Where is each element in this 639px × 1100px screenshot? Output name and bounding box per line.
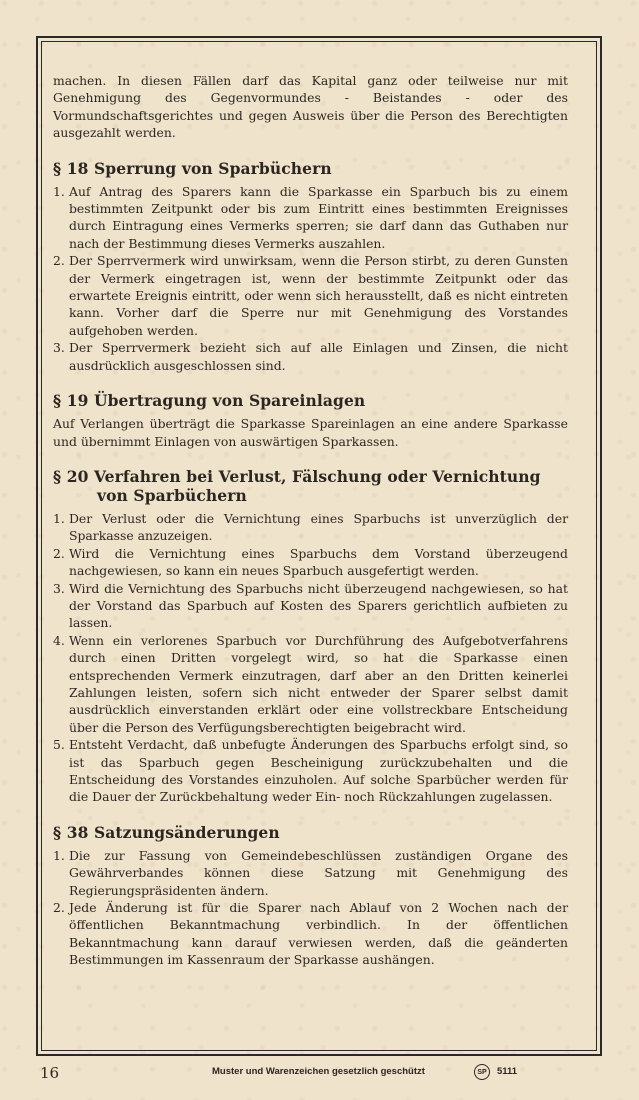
section-38-list <box>53 847 568 969</box>
item-number: 1. <box>53 183 65 199</box>
item-number: 2. <box>53 545 65 561</box>
section-20-title-line2: von Sparbüchern <box>97 485 247 505</box>
intro-paragraph: machen. In diesen Fällen darf das Kapital ganz oder teilweise nur mit Genehmigung des Gegenvormundes - Beistandes - oder des Vormundschaftsgerichtes und gegen Ausweis über die Person des Berechtigten ausgezahlt werden. <box>53 73 568 141</box>
item-text: Der Sperrvermerk wird unwirksam, wenn die Person stirbt, zu deren Gunsten der Vermerk eingetragen ist, wenn der bestimmte Zeitpunkt oder das erwartete Ereignis eintritt, oder wenn sich herausstellt, daß es nicht eintreten kann. Vorher darf die Sperre nur mit Genehmigung des Vorstandes aufgehoben werden. <box>69 253 568 338</box>
section-18 <box>53 159 568 374</box>
list-item <box>53 183 568 253</box>
section-20 <box>53 467 568 806</box>
list-item <box>53 252 568 339</box>
section-38-title: § 38 Satzungsänderungen <box>53 822 280 842</box>
list-item <box>53 510 568 545</box>
section-38 <box>53 823 568 969</box>
section-19-title: § 19 Übertragung von Spareinlagen <box>53 391 366 411</box>
item-text: Der Verlust oder die Vernichtung eines Sparbuchs ist unverzüglich der Sparkasse anzuzeigen. <box>69 510 568 544</box>
section-20-title <box>53 467 568 505</box>
page-footer <box>0 1063 639 1087</box>
section-19-paragraph: Auf Verlangen überträgt die Sparkasse Spareinlagen an eine andere Sparkasse und übernimmt Einlagen von auswärtigen Sparkassen. <box>53 416 568 449</box>
item-number: 1. <box>53 847 65 863</box>
section-20-title-line1: § 20 Verfahren bei Verlust, Fälschung oder Vernichtung <box>53 466 541 486</box>
section-18-title: § 18 Sperrung von Sparbüchern <box>53 158 332 178</box>
section-19 <box>53 391 568 450</box>
item-text: Wird die Vernichtung des Sparbuchs nicht überzeugend nachgewiesen, so hat der Vorstand das Sparbuch auf Kosten des Sparers gerichtlich aufbieten zu lassen. <box>69 580 568 631</box>
list-item <box>53 580 568 632</box>
item-number: 2. <box>53 253 65 269</box>
section-20-list <box>53 510 568 806</box>
item-number: 5. <box>53 737 65 753</box>
list-item <box>53 339 568 374</box>
item-number: 4. <box>53 632 65 648</box>
publisher-logo-icon: SP <box>474 1064 490 1080</box>
item-number: 3. <box>53 340 65 356</box>
page-number: 16 <box>40 1064 60 1082</box>
item-number: 2. <box>53 900 65 916</box>
list-item <box>53 545 568 580</box>
form-number: 5111 <box>497 1066 518 1077</box>
item-number: 1. <box>53 510 65 526</box>
item-text: Wird die Vernichtung eines Sparbuchs dem Vorstand überzeugend nachgewiesen, so kann ein neues Sparbuch ausgefertigt werden. <box>69 545 568 579</box>
list-item <box>53 899 568 969</box>
section-18-list <box>53 183 568 374</box>
item-text: Auf Antrag des Sparers kann die Sparkasse ein Sparbuch bis zu einem bestimmten Zeitpunkt oder bis zum Eintritt eines bestimmten Ereignisses durch Eintragung eines Vermerks sperren; sie darf dann das Guthaben nur nach der Bestimmung dieses Vermerks auszahlen. <box>69 183 568 251</box>
list-item <box>53 847 568 899</box>
trademark-note: Muster und Warenzeichen gesetzlich geschützt <box>212 1066 425 1077</box>
item-number: 3. <box>53 580 65 596</box>
document-body <box>53 72 568 969</box>
item-text: Jede Änderung ist für die Sparer nach Ablauf von 2 Wochen nach der öffentlichen Bekanntmachung verbindlich. In der öffentlichen Bekanntmachung kann darauf verwiesen werden, daß die geänderten Bestimmungen im Kassenraum der Sparkasse aushängen. <box>69 900 568 968</box>
item-text: Entsteht Verdacht, daß unbefugte Änderungen des Sparbuchs erfolgt sind, so ist das Sparbuch gegen Bescheinigung zurückzubehalten und die Entscheidung des Vorstandes einzuholen. Auf solche Sparbücher werden für die Dauer der Zurückbehaltung weder Ein- noch Rückzahlungen zugelassen. <box>69 737 568 805</box>
item-text: Die zur Fassung von Gemeindebeschlüssen zuständigen Organe des Gewährverbandes können diese Satzung mit Genehmigung des Regierungspräsidenten ändern. <box>69 847 568 898</box>
list-item <box>53 736 568 806</box>
item-text: Der Sperrvermerk bezieht sich auf alle Einlagen und Zinsen, die nicht ausdrücklich ausgeschlossen sind. <box>69 340 568 373</box>
list-item <box>53 632 568 736</box>
item-text: Wenn ein verlorenes Sparbuch vor Durchführung des Aufgebotverfahrens durch einen Dritten vorgelegt wird, so hat die Sparkasse einen entsprechenden Vermerk einzutragen, darf aber an den Dritten keinerlei Zahlungen leisten, sofern sich nicht entweder der Sparer selbst damit ausdrücklich einverstanden erklärt oder eine vollstreckbare Entscheidung über die Person des Verfügungsberechtigten beigebracht wird. <box>69 632 568 735</box>
